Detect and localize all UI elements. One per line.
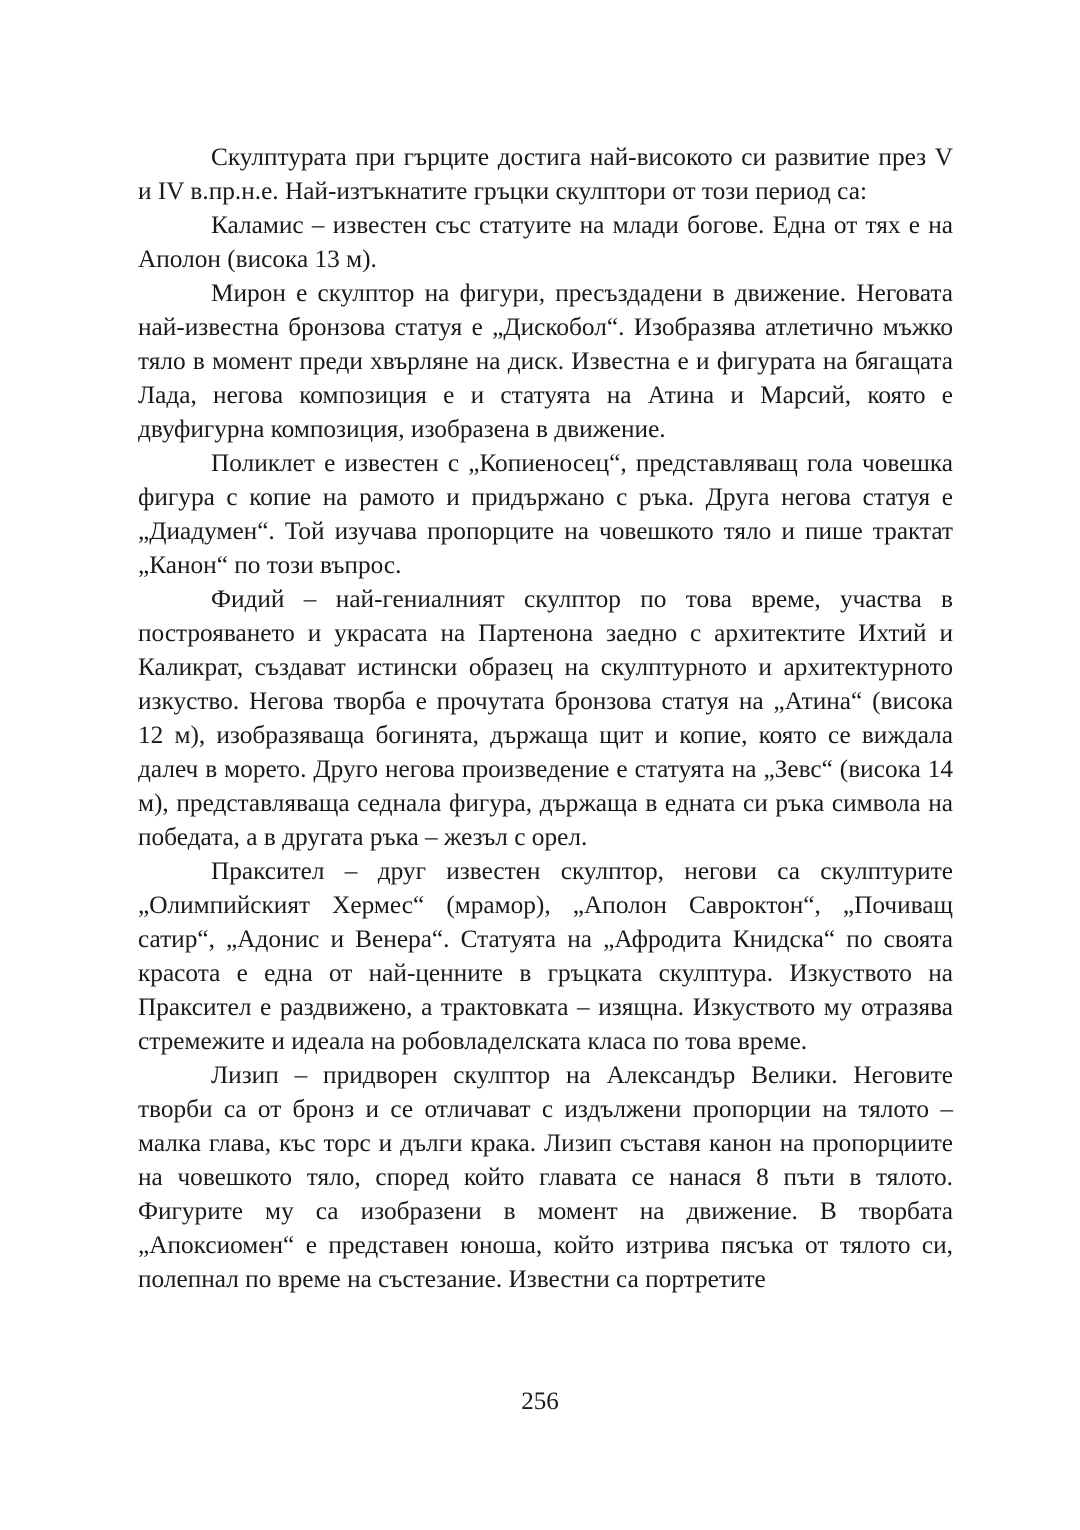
paragraph-poliklet: Поликлет е известен с „Копиеносец“, представляващ гола човешка фигура с копие на рамото и придържано с ръка. Друга негова статуя е „Диадумен“. Той изучава пропорците на човешкото тяло и пише трактат „Канон“ по този въпрос. <box>138 449 953 579</box>
paragraph-fidiy: Фидий – най-гениалният скулптор по това време, участва в построяването и украсата на Партенона заедно с архитектите Ихтий и Каликрат, създават истински образец на скулптурното и архитектурното изкуство. Негова творба е прочутата бронзова статуя на „Атина“ (висока 12 м), изобразяваща богинята, държаща щит и копие, която се виждала далеч в морето. Друго негова произведение е статуята на „Зевс“ (висока 14 м), представляваща седнала фигура, държаща в едната си ръка символа на победата, а в другата ръка – жезъл с орел. <box>138 585 953 851</box>
paragraph-lizip: Лизип – придворен скулптор на Александър Велики. Неговите творби са от бронз и се отличават с издължени пропорции на тялото – малка глава, къс торс и дълги крака. Лизип съставя канон на пропорциите на човешкото тяло, според който главата се нанася 8 пъти в тялото. Фигурите му са изобразени в момент на движение. В творбата „Апоксиомен“ е представен юноша, който изтрива пясъка от тялото си, полепнал по време на състезание. Известни са портретите <box>138 1061 953 1293</box>
page-number: 256 <box>521 1388 559 1415</box>
paragraph-praksitel: Пракситeл – друг известен скулптор, негови са скулптурите „Олимпийският Хермес“ (мрамор), „Аполон Савроктон“, „Почиващ сатир“, „Адонис и Венера“. Статуята на „Афродита Книдска“ по своята красота е една от най-ценните в гръцката скулптура. Изкуството на Пракситeл е раздвижено, а трактовката – изящна. Изкуството му отразява стремежите и идеала на робовладелската класа по това време. <box>138 857 953 1055</box>
paragraph-miron: Мирон е скулптор на фигури, пресъздадени в движение. Неговата най-известна бронзова статуя е „Дискобол“. Изобразява атлетично мъжко тяло в момент преди хвърляне на диск. Известна е и фигурата на бягащата Лада, негова композиция е и статуята на Атина и Марсий, която е двуфигурна композиция, изобразена в движение. <box>138 279 953 443</box>
paragraph-kalamis: Каламис – известен със статуите на млади богове. Една от тях е на Аполон (висока 13 м). <box>138 211 953 273</box>
page-body <box>138 140 953 1296</box>
paragraph-sculpture-intro: Скулптурата при гърците достига най-високото си развитие през V и IV в.пр.н.е. Най-изтъкнатите гръцки скулптори от този период са: <box>138 143 953 205</box>
